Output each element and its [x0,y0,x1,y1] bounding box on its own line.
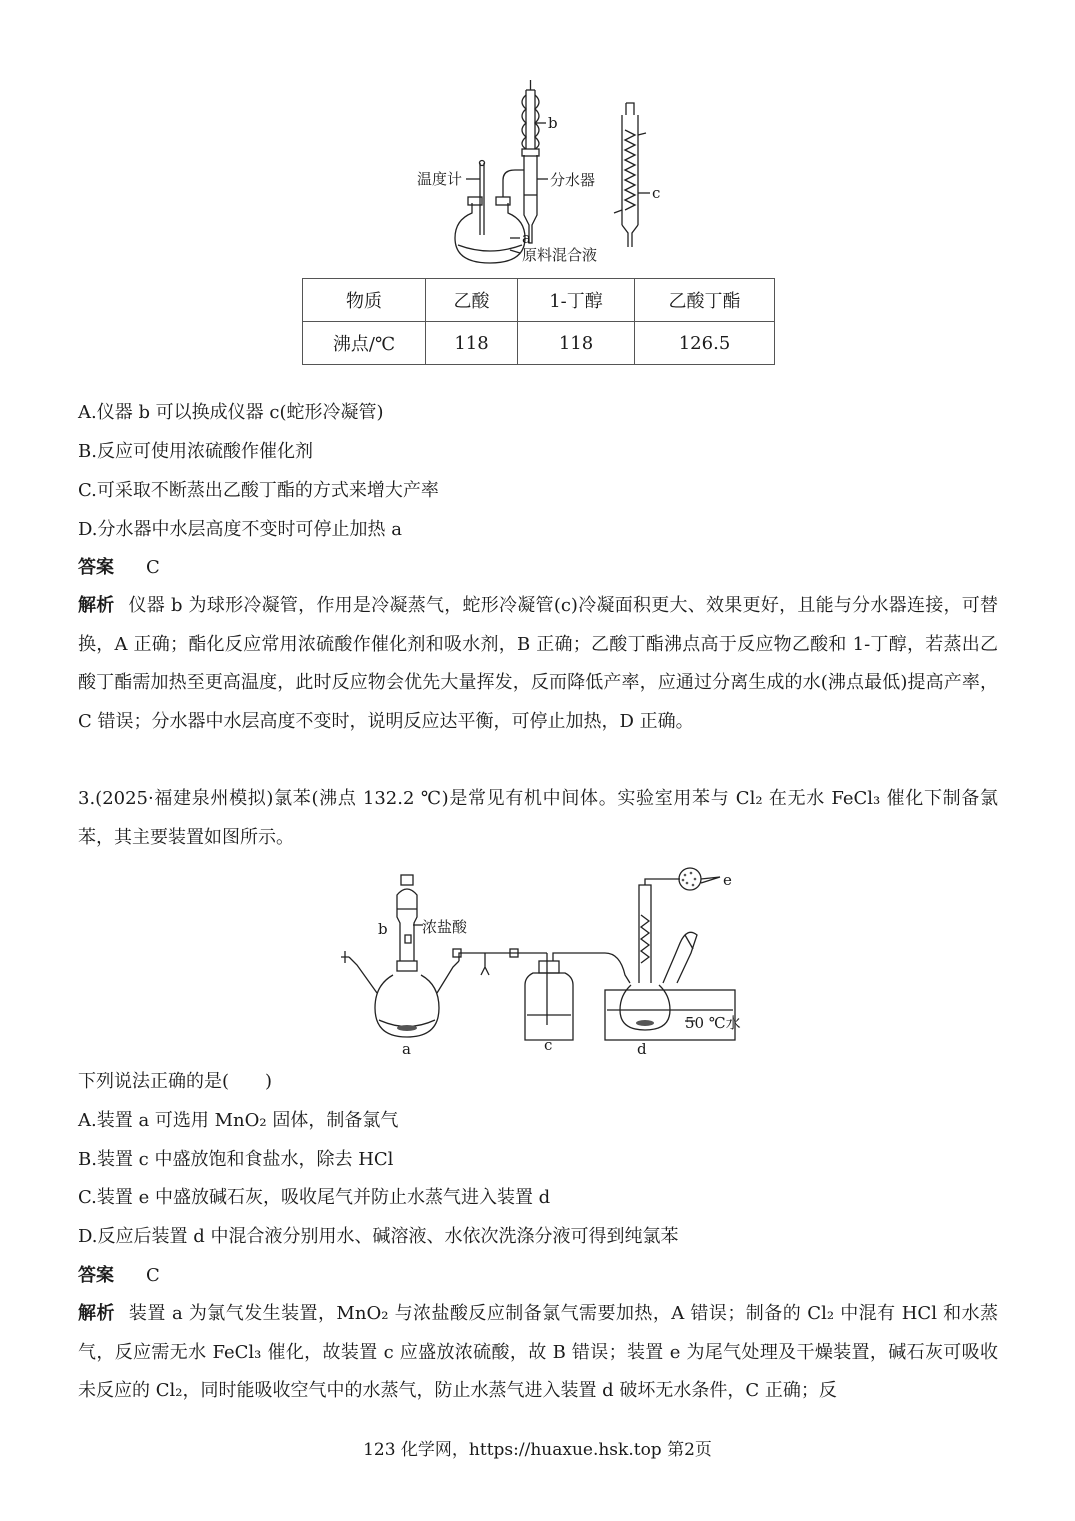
table-header-cell: 乙酸丁酯 [635,279,775,322]
label-c-fig2: c [544,1036,553,1054]
q2-option-d: D.分水器中水层高度不变时可停止加热 a [78,519,402,540]
table-row [303,322,775,365]
q3-option-c: C.装置 e 中盛放碱石灰，吸收尾气并防止水蒸气进入装置 d [78,1187,551,1208]
q3-option-a: A.装置 a 可选用 MnO₂ 固体，制备氯气 [78,1110,399,1131]
label-b-fig1: b [548,114,558,132]
table-header-cell: 乙酸 [426,279,518,322]
q3-stem: 3.(2025·福建泉州模拟)氯苯(沸点 132.2 ℃)是常见有机中间体。实验室用苯与 Cl₂ 在无水 FeCl₃ 催化下制备氯苯，其主要装置如图所示。 [78,788,998,848]
q3-analysis [78,1295,998,1420]
label-mixture: 原料混合液 [522,246,598,264]
analysis-text: 装置 a 为氯气发生装置，MnO₂ 与浓盐酸反应制备氯气需要加热，A 错误；制备的 Cl₂ 中混有 HCl 和水蒸气，反应需无水 FeCl₃ 催化，故装置 c 应盛放浓硫酸，故 B 错误；装置 e 为尾气处理及干燥装置，碱石灰可吸收未反应的 Cl₂，同时能吸收空气中的水蒸气，防止水蒸气进入装置 d 破坏无水条件，C 正确；反 [78,1303,998,1401]
q3-option-d: D.反应后装置 d 中混合液分别用水、碱溶液、水依次洗涤分液可得到纯氯苯 [78,1226,679,1247]
q2-analysis [78,587,998,741]
analysis-text: 仪器 b 为球形冷凝管，作用是冷凝蒸气，蛇形冷凝管(c)冷凝面积更大、效果更好，且能与分水器连接，可替换，A 正确；酯化反应常用浓硫酸作催化剂和吸水剂，B 正确；乙酸丁酯沸点高于反应物乙酸和 1-丁醇，若蒸出乙酸丁酯需加热至更高温度，此时反应物会优先大量挥发，反而降低产率，应通过分离生成的水(沸点最低)提高产率，C 错误；分水器中水层高度不变时，说明反应达平衡，可停止加热，D 正确。 [78,595,998,732]
table-cell: 118 [426,322,518,365]
analysis-label: 解析 [78,1303,115,1324]
answer-value: C [146,557,160,578]
q2-option-c: C.可采取不断蒸出乙酸丁酯的方式来增大产率 [78,480,439,501]
analysis-label: 解析 [78,595,115,616]
table-header-cell: 1-丁醇 [518,279,635,322]
answer-label: 答案 [78,1265,114,1286]
q2-answer [78,556,160,580]
q2-option-b: B.反应可使用浓硫酸作催化剂 [78,441,313,462]
label-water-bath: 50 ℃水 [685,1014,741,1032]
label-b-fig2: b [378,920,388,938]
q3-question: 下列说法正确的是( ) [78,1071,273,1092]
q3-answer [78,1264,160,1288]
label-a-fig1: a [522,229,531,247]
label-d-fig2: d [637,1040,647,1058]
answer-value: C [146,1265,160,1286]
boiling-point-table [302,278,775,365]
label-thermometer: 温度计 [417,170,463,188]
label-a-fig2: a [402,1040,411,1058]
label-separator: 分水器 [550,171,596,189]
figure-chlorobenzene-apparatus [335,865,755,1060]
label-e-fig2: e [723,871,732,889]
table-header-row [303,279,775,322]
q2-option-a: A.仪器 b 可以换成仪器 c(蛇形冷凝管) [78,402,384,423]
figure-ester-apparatus [400,75,690,270]
table-cell: 118 [518,322,635,365]
table-row-label: 沸点/℃ [303,322,426,365]
table-cell: 126.5 [635,322,775,365]
table-header-cell: 物质 [303,279,426,322]
label-conc-hcl: 浓盐酸 [422,918,468,936]
answer-label: 答案 [78,557,114,578]
page-footer: 123 化学网，https://huaxue.hsk.top 第2页 [363,1440,712,1460]
q3-option-b: B.装置 c 中盛放饱和食盐水，除去 HCl [78,1149,394,1170]
label-c-fig1: c [652,184,661,202]
